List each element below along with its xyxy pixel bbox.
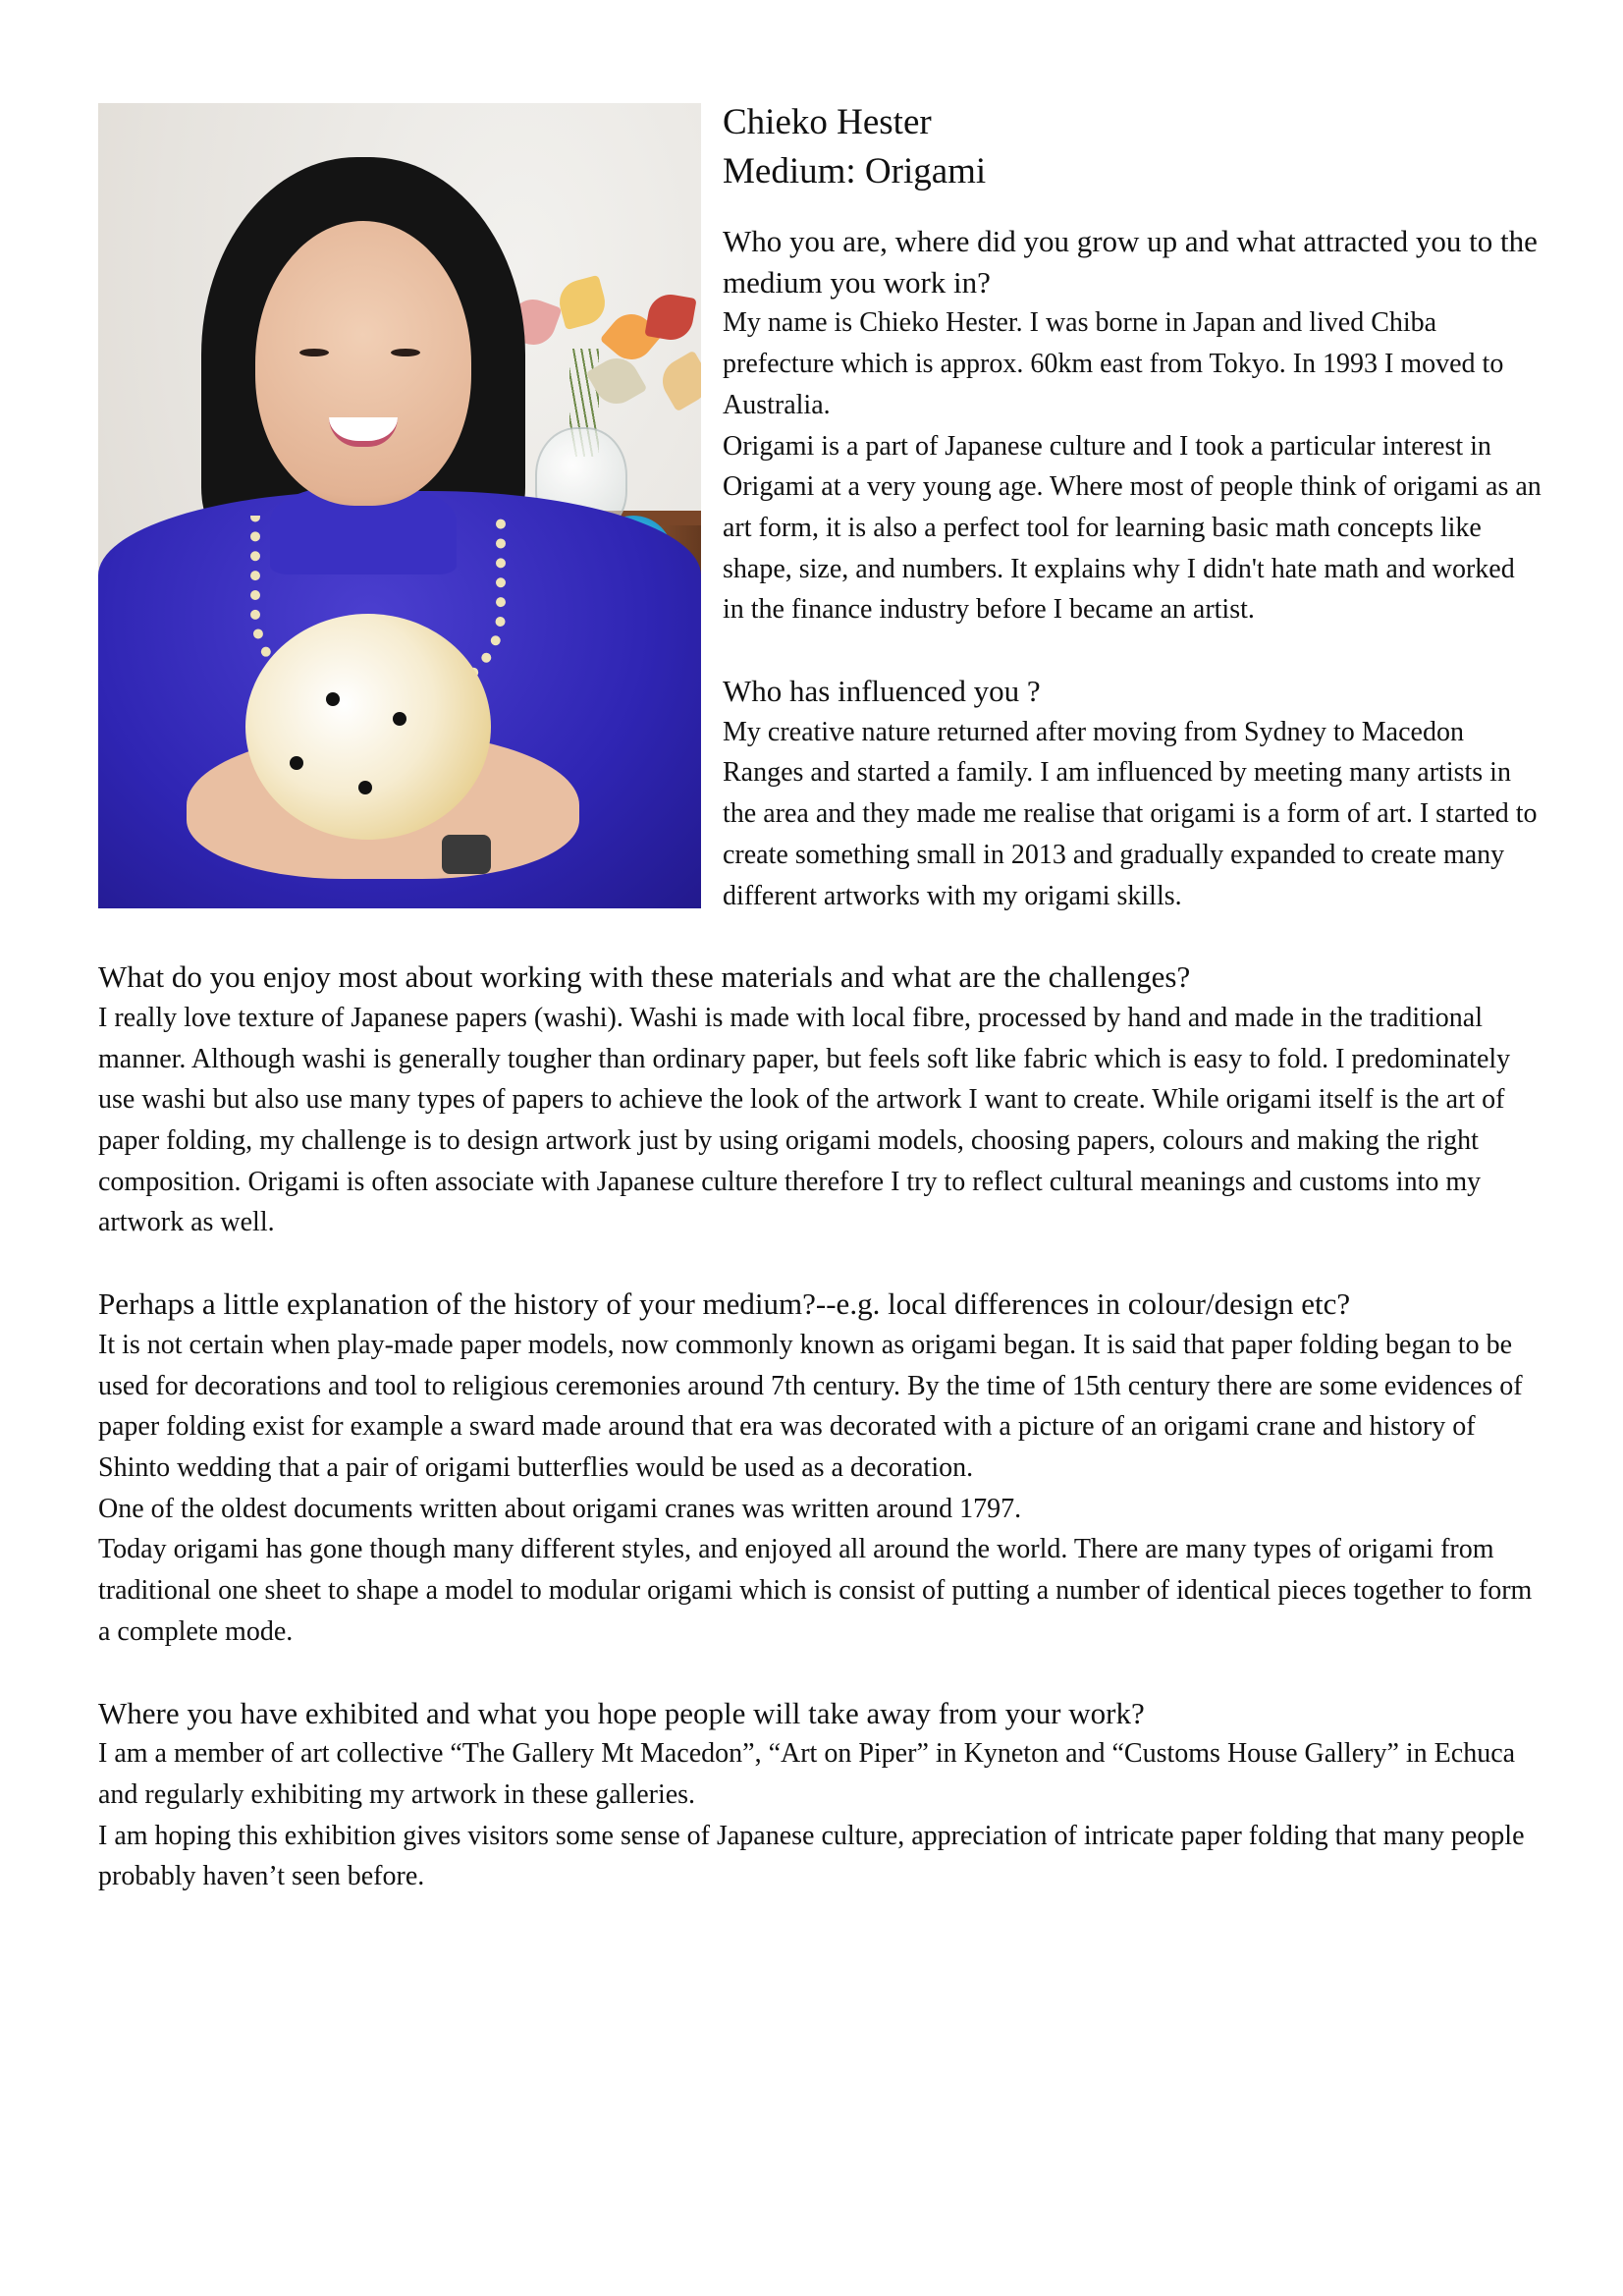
artist-medium: Medium: Origami — [723, 151, 987, 191]
section-paragraph: I am hoping this exhibition gives visitors some sense of Japanese culture, appreciation of intricate paper folding that many people probably haven’t seen before. — [98, 1820, 1525, 1892]
section-paragraph: My name is Chieko Hester. I was borne in Japan and lived Chiba prefecture which is approx. 60km east from Tokyo. In 1993 I moved to Australia. — [723, 307, 1504, 420]
photo-kusudama-center — [358, 781, 372, 794]
section-question: Perhaps a little explanation of the history of your medium?--e.g. local differences in colour/design etc? — [98, 1286, 1351, 1322]
artist-portrait-photo — [98, 103, 701, 908]
spacer — [98, 1243, 1542, 1284]
section-paragraph: It is not certain when play-made paper models, now commonly known as origami began. It is said that paper folding began to be used for decorations and tool to religious ceremonies around 7th century. By the time of 15th century there are some evidences of paper folding exist for example a sward made around that era was decorated with a picture of an origami crane and history of Shinto wedding that a pair of origami butterflies would be used as a decoration. — [98, 1329, 1523, 1483]
section-question: Where you have exhibited and what you hope people will take away from your work? — [98, 1695, 1145, 1730]
photo-kusudama-center — [326, 692, 340, 706]
spacer — [98, 916, 1542, 957]
photo-origami-kusudama-ball — [245, 614, 491, 840]
photo-kusudama-center — [393, 712, 406, 726]
section-paragraph: I am a member of art collective “The Gallery Mt Macedon”, “Art on Piper” in Kyneton and “Customs House Gallery” in Echuca and regularly exhibiting my artwork in these galleries. — [98, 1738, 1516, 1810]
spacer — [98, 1653, 1542, 1693]
section-question: What do you enjoy most about working with these materials and what are the challenges? — [98, 959, 1191, 995]
section-paragraph: Today origami has gone though many different styles, and enjoyed all around the world. There are many types of origami from traditional one sheet to shape a model to modular origami which is consist of putting a number of identical pieces together to form a complete mode. — [98, 1534, 1533, 1647]
article — [98, 98, 1542, 1897]
section-question: Who has influenced you ? — [723, 674, 1041, 709]
photo-eye — [299, 349, 329, 356]
section-paragraph: My creative nature returned after moving from Sydney to Macedon Ranges and started a family. I am influenced by meeting many artists in the area and they made me realise that origami is a form of art. I started to create something small in 2013 and gradually expanded to create many different artworks with my origami skills. — [723, 716, 1538, 911]
section-question: Who you are, where did you grow up and what attracted you to the medium you work in? — [723, 224, 1538, 300]
photo-wristwatch — [442, 835, 491, 874]
section-paragraph: One of the oldest documents written about origami cranes was written around 1797. — [98, 1493, 1022, 1524]
section-paragraph: I really love texture of Japanese papers (washi). Washi is made with local fibre, processed by hand and made in the traditional manner. Although washi is generally tougher than ordinary paper, but feels soft like fabric which is easy to fold. I predominately use washi but also use many types of papers to achieve the look of the artwork I want to create. While origami itself is the art of paper folding, my challenge is to design artwork just by using origami models, choosing papers, colours and making the right composition. Origami is often associate with Japanese culture therefore I try to reflect cultural meanings and customs into my artwork as well. — [98, 1002, 1511, 1238]
photo-kusudama-center — [290, 756, 303, 770]
artist-name: Chieko Hester — [723, 102, 932, 142]
photo-eye — [391, 349, 420, 356]
section-paragraph: Origami is a part of Japanese culture and I took a particular interest in Origami at a very young age. Where most of people think of origami as an art form, it is also a perfect tool for learning basic math concepts like shape, size, and numbers. It explains why I didn't hate math and worked in the finance industry before I became an artist. — [723, 430, 1542, 626]
photo-face — [255, 221, 471, 506]
